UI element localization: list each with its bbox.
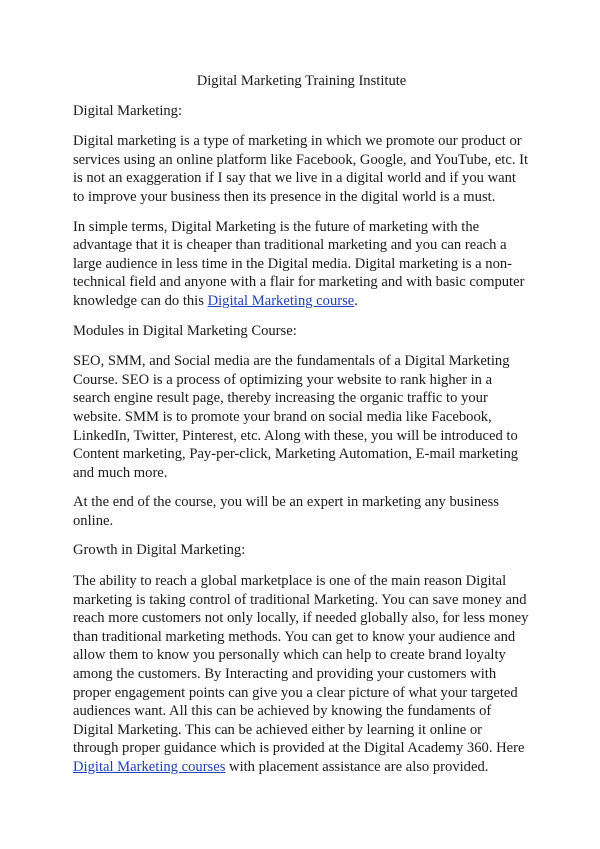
paragraph-growth-text: The ability to reach a global marketplace is one of the main reason Digital marketing is taking control of traditional Marketing. You can save money and reach more customers not only locally, if needed globally also, for less money than traditional marketing methods. You can get to know your audience and allow them to know you personally which can help to create brand loyalty among the customers. By Interacting and providing your customers with proper engagement points can give you a clear picture of what your targeted audiences want. All this can be achieved by knowing the fundaments of Digital Marketing. This can be achieved either by learning it online or through proper guidance which is provided at the Digital Academy 360. Here — [73, 573, 529, 757]
digital-marketing-courses-link[interactable]: Digital Marketing courses — [73, 759, 226, 775]
paragraph-growth — [73, 572, 530, 777]
paragraph-simple-terms-text: In simple terms, Digital Marketing is the future of marketing with the advantage that it is cheaper than traditional marketing and you can reach a large audience in less time in the Digital media. Digital marketing is a non-technical field and anyone with a flair for marketing and with basic computer knowledge can do this — [73, 218, 525, 309]
section-heading-digital-marketing: Digital Marketing: — [73, 102, 183, 119]
paragraph-modules: SEO, SMM, and Social media are the fundamentals of a Digital Marketing Course. SEO is a process of optimizing your website to rank higher in a search engine result page, thereby increasing the organic traffic to your website. SMM is to promote your brand on social media like Facebook, LinkedIn, Twitter, Pinterest, etc. Along with these, you will be introduced to Content marketing, Pay-per-click, Marketing Automation, E-mail marketing and much more. — [73, 353, 519, 481]
paragraph-simple-terms — [73, 218, 530, 311]
digital-marketing-course-link[interactable]: Digital Marketing course — [207, 292, 355, 309]
paragraph-simple-terms-end: . — [354, 292, 358, 309]
section-heading-growth: Growth in Digital Marketing: — [73, 542, 246, 559]
document-title: Digital Marketing Training Institute — [196, 73, 407, 89]
paragraph-growth-end: with placement assistance are also provided. — [225, 759, 489, 775]
section-heading-modules: Modules in Digital Marketing Course: — [73, 322, 297, 339]
paragraph-intro: Digital marketing is a type of marketing in which we promote our product or services using an online platform like Facebook, Google, and YouTube, etc. It is not an exaggeration if I say that we live in a digital world and if you want to improve your business then its presence in the digital world is a must. — [73, 133, 529, 205]
paragraph-end-of-course: At the end of the course, you will be an expert in marketing any business online. — [73, 494, 499, 529]
